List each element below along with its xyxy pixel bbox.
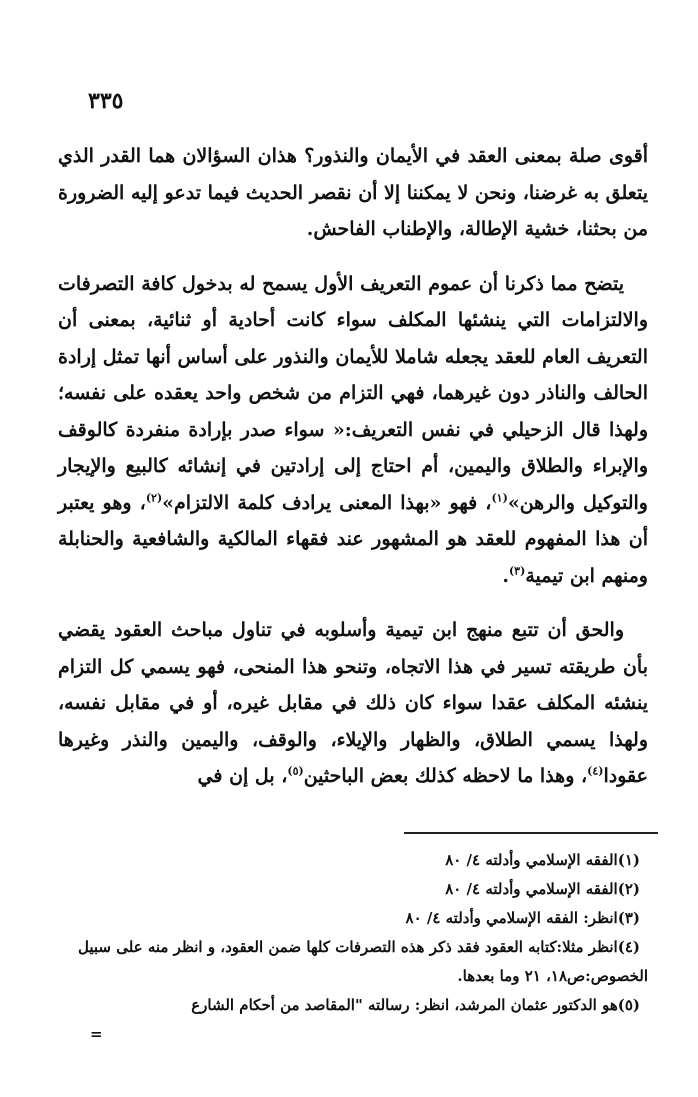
footnote-3: (٣)انظر: الفقه الإسلامي وأدلته ٤/ ٨٠	[405, 909, 640, 927]
paragraph-3-text: ، بل إن في	[197, 765, 288, 787]
paragraph-2-text: ، فهو «بهذا المعنى يرادف كلمة الالتزام»	[162, 491, 492, 514]
main-text	[58, 138, 648, 813]
paragraph-2-text: يتضح مما ذكرنا أن عموم التعريف الأول يسمح له بدخول كافة التصرفات والالتزامات التي ينشئها المكلف سواء كانت أحادية أو ثنائية، بمعنى أن التعريف العام للعقد يجعله شاملا للأيمان والنذور على أساس أنها تمثل إرادة الحالف والناذر دون غيرهما، فهي التزام من شخص واحد يعقده على نفسه؛ ولهذا قال الزحيلي في نفس التعريف:« سواء صدر بإرادة منفردة كالوقف والإبراء والطلاق واليمين، أم احتاج إلى إرادتين في إنشائه كالبيع والإيجار والتوكيل والرهن»	[58, 272, 648, 514]
footnote-divider	[404, 832, 658, 834]
paragraph-2	[58, 266, 648, 595]
footnote-5: (٥)هو الدكتور عثمان المرشد، انظر: رسالته "المقاصد من أحكام الشارع	[191, 996, 640, 1014]
footnote-ref-5: (٥)	[287, 764, 304, 778]
footnotes	[46, 846, 648, 1049]
footnote-continuation-mark: =	[90, 1025, 103, 1043]
footnote-ref-1: (١)	[491, 491, 508, 505]
footnote-ref-2: (٢)	[145, 491, 163, 505]
paragraph-3-text: ، وهذا ما لاحظه كذلك بعض الباحثين	[303, 765, 588, 787]
footnote-2: (٢)الفقه الإسلامي وأدلته ٤/ ٨٠	[445, 880, 640, 898]
footnote-ref-3: (٣)	[508, 564, 526, 578]
paragraph-3	[58, 612, 648, 795]
paragraph-3-text: والحق أن تتبع منهج ابن تيمية وأسلوبه في تناول مباحث العقود يقضي بأن طريقته تسير في هذا الاتجاه، وتنحو هذا المنحى، فهو يسمي كل التزام ينشئه المكلف عقدا سواء كان ذلك في مقابل غيره، أو في مقابل نفسه، ولهذا يسمي الطلاق، والظهار والإيلاء، والوقف، واليمين والنذر وغيرها عقودا	[58, 619, 648, 787]
paragraph-2-text: ، وهو يعتبر أن هذا المفهوم للعقد هو المشهور عند فقهاء المالكية والشافعية والحنابلة ومنهم ابن تيمية	[58, 491, 648, 587]
paragraph-1: أقوى صلة بمعنى العقد في الأيمان والنذور؟ هذان السؤالان هما القدر الذي يتعلق به غرضنا، ونحن لا يمكننا إلا أن نقصر الحديث فيما تدعو إليه الضرورة من بحثنا، خشية الإطالة، والإطناب الفاحش.	[58, 145, 648, 240]
paragraph-2-text: .	[502, 564, 509, 587]
footnote-1: (١)الفقه الإسلامي وأدلته ٤/ ٨٠	[445, 851, 640, 869]
footnote-ref-4: (٤)	[587, 764, 604, 778]
footnote-4: (٤)انظر مثلا:كتابه العقود فقد ذكر هذه التصرفات كلها ضمن العقود، و انظر منه على سبيل الخصوص:ص١٨، ٢١ وما بعدها.	[78, 938, 648, 985]
page-number: ٣٣٥	[88, 88, 124, 114]
